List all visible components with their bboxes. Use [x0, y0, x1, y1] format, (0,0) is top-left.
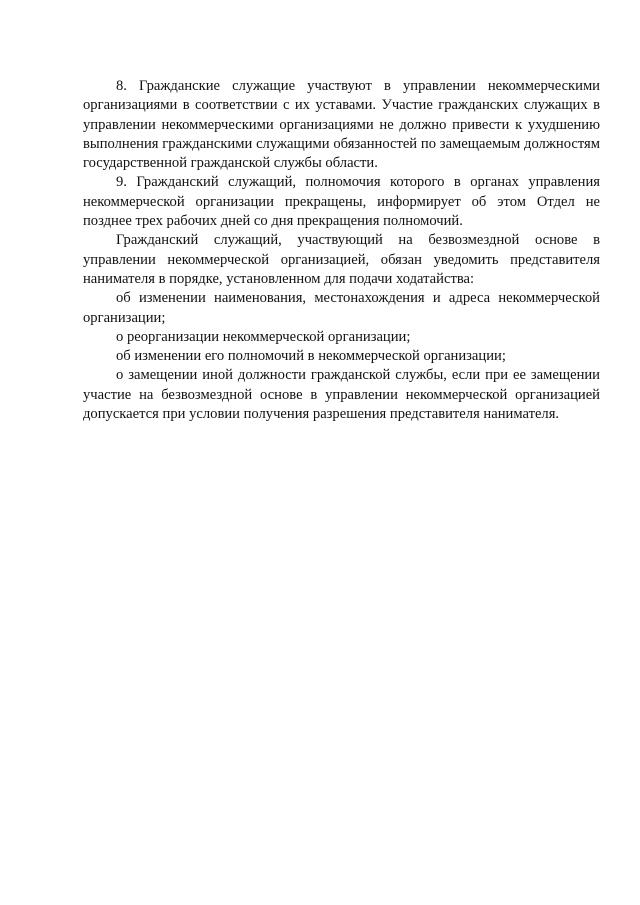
paragraph-9: 9. Гражданский служащий, полномочия которого в органах управления некоммерческой организации прекращены, информирует об этом Отдел не позднее трех рабочих дней со дня прекращения полномочий.	[83, 174, 600, 230]
paragraph-8: 8. Гражданские служащие участвуют в управлении некоммерческими организациями в соответствии с их уставами. Участие гражданских служащих в управлении некоммерческими организациями не должно привести к ухудшению выполнения гражданскими служащими обязанностей по замещаемым должностям государственной гражданской службы области.	[83, 78, 600, 172]
paragraph-notify-intro: Гражданский служащий, участвующий на безвозмездной основе в управлении некоммерческой организацией, обязан уведомить представителя нанимателя в порядке, установленном для подачи ходатайства:	[83, 232, 600, 287]
document-body	[83, 77, 600, 424]
paragraph-notify-item-powers: об изменении его полномочий в некоммерческой организации;	[116, 348, 506, 365]
paragraph-notify-item-rename: об изменении наименования, местонахождения и адреса некоммерческой организации;	[83, 290, 600, 326]
paragraph-notify-item-reorganization: о реорганизации некоммерческой организации;	[116, 328, 411, 345]
paragraph-notify-item-position: о замещении иной должности гражданской службы, если при ее замещении участие на безвозмездной основе в управлении некоммерческой организацией допускается при условии получения разрешения представителя нанимателя.	[83, 367, 600, 423]
